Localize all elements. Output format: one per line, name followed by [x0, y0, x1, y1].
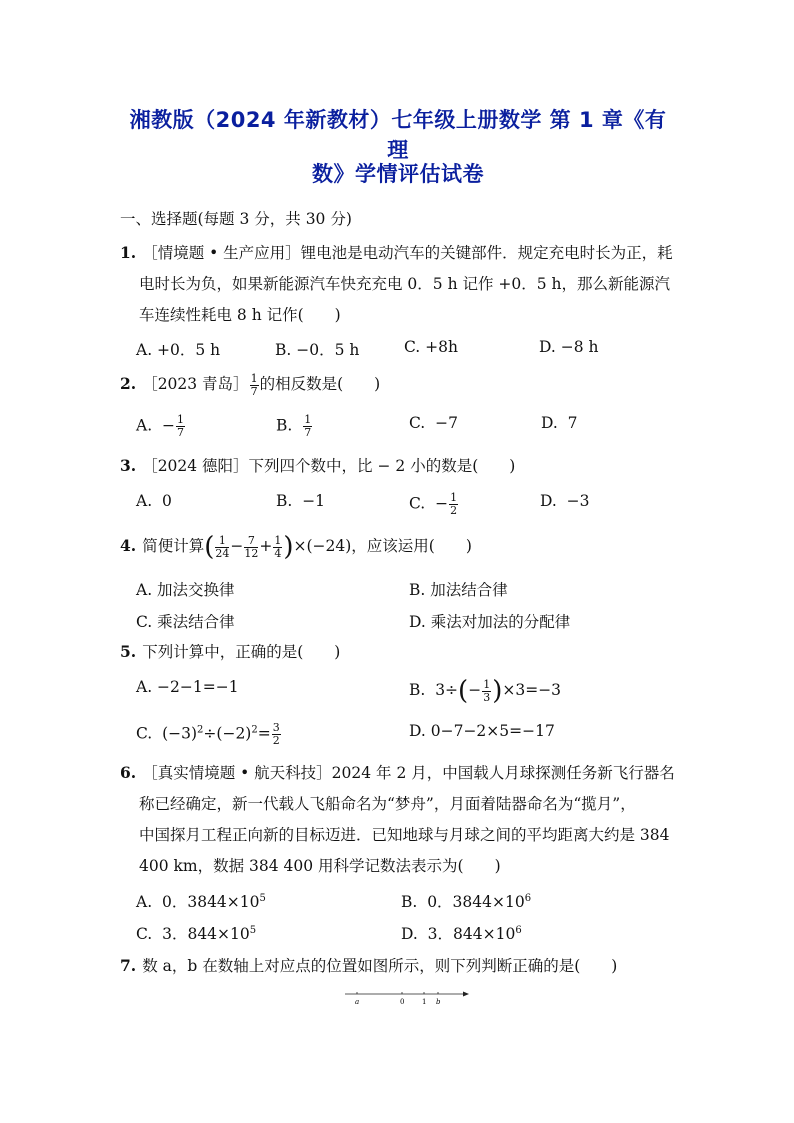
question-text-line: ［情境题 • 生产应用］锂电池是电动汽车的关键部件．规定充电时长为正，耗: [142, 244, 673, 262]
option-b[interactable]: B. 0．$3844\times 10^6$: [401, 892, 532, 911]
question-text: 数 a，b 在数轴上对应点的位置如图所示，则下列判断正确的是( ): [142, 957, 618, 975]
question-text: ［2024 德阳］下列四个数中，比 − 2 小的数是( ): [142, 457, 516, 475]
option-d[interactable]: D. 乘法对加法的分配律: [409, 613, 571, 631]
question-text-line: 中国探月工程正向新的目标迈进．已知地球与月球之间的平均距离大约是 384: [139, 826, 670, 844]
option-c[interactable]: C. +8h: [404, 338, 458, 356]
page-title-line2: 数》学情评估试卷: [312, 162, 484, 186]
option-c[interactable]: C. $(-3)^2\div(-2)^2=$ $\frac{3}{2}$: [136, 721, 280, 747]
question-number: 1.: [120, 243, 137, 262]
options-6b: [136, 922, 676, 950]
option-d[interactable]: D. 3．$844\times 10^6$: [401, 924, 522, 943]
options-4b: [136, 610, 676, 638]
option-a[interactable]: A. 0．$3844\times 10^5$: [136, 892, 266, 911]
option-d[interactable]: D. 7: [541, 414, 578, 432]
option-c[interactable]: C. 乘法结合律: [136, 613, 235, 631]
question-number: 6.: [120, 763, 137, 782]
question-1: [120, 237, 675, 331]
section-heading: 一、选择题(每题 3 分，共 30 分): [120, 210, 352, 228]
option-a[interactable]: A. 0: [136, 492, 172, 510]
question-prefix: ［2023 青岛］: [142, 375, 249, 393]
question-5: [120, 636, 675, 668]
options-3: [136, 492, 676, 520]
options-5b: [136, 722, 676, 750]
axis-label-b: b: [436, 998, 441, 1006]
number-line-arrow: [463, 992, 469, 997]
option-a[interactable]: A. − $\frac{1}{7}$: [136, 413, 184, 439]
page-title-line1: 湘教版（2024 年新教材）七年级上册数学 第 1 章《有理: [129, 108, 667, 162]
question-text-line: 电时长为负，如果新能源汽车快充充电 0．5 h 记作 +0．5 h，那么新能源汽: [139, 275, 671, 293]
question-text-line: ［真实情境题 • 航天科技］2024 年 2 月，中国载人月球探测任务新飞行器名: [142, 764, 675, 782]
question-suffix: ×(−24)，应该运用( ): [293, 537, 472, 555]
option-a[interactable]: A. −2−1=−1: [136, 678, 239, 696]
question-2: [120, 368, 675, 400]
question-6: [120, 757, 675, 882]
fraction: $\frac{1}{7}$: [250, 371, 258, 398]
option-b[interactable]: B. 3÷(− $\frac{1}{3}$ )×3=−3: [409, 676, 562, 706]
number-line-figure: [345, 988, 469, 1008]
question-number: 7.: [120, 956, 137, 975]
question-4: 4. 简便计算( $\frac{1}{24}$ − $\frac{7}{12}$ + $\frac{1}{4}$ )×(−24)，应该运用( ): [120, 532, 472, 562]
option-d[interactable]: D. −3: [540, 492, 590, 510]
option-d[interactable]: D. −8 h: [539, 338, 599, 356]
question-text-line: 车连续性耗电 8 h 记作( ): [139, 306, 341, 324]
question-number: 3.: [120, 456, 137, 475]
option-d[interactable]: D. 0−7−2×5=−17: [409, 722, 555, 740]
option-a[interactable]: A. 加法交换律: [136, 581, 235, 599]
options-1: [136, 338, 676, 366]
option-b[interactable]: B. $\frac{1}{7}$: [276, 413, 312, 439]
options-2: [136, 414, 676, 442]
question-text: 下列计算中，正确的是( ): [142, 643, 341, 661]
option-b[interactable]: B. 加法结合律: [409, 581, 508, 599]
option-b[interactable]: B. −0．5 h: [275, 341, 360, 359]
question-prefix: 简便计算: [142, 537, 205, 555]
option-a[interactable]: A. +0．5 h: [136, 341, 221, 359]
question-7: [120, 950, 675, 982]
question-number: 2.: [120, 374, 137, 393]
options-4a: [136, 578, 676, 606]
question-3: [120, 450, 675, 482]
option-c[interactable]: C. − $\frac{1}{2}$: [409, 491, 458, 517]
axis-label-one: 1: [422, 998, 427, 1006]
question-text-line: 400 km，数据 384 400 用科学记数法表示为( ): [139, 857, 501, 875]
question-number: 4.: [120, 536, 137, 555]
question-text-line: 称已经确定，新一代载人飞船命名为“梦舟”，月面着陆器命名为“揽月”，: [139, 795, 636, 813]
axis-label-a: a: [355, 998, 360, 1006]
question-number: 5.: [120, 642, 137, 661]
option-b[interactable]: B. −1: [276, 492, 326, 510]
options-6a: [136, 890, 676, 918]
option-c[interactable]: C. −7: [409, 414, 458, 432]
axis-label-zero: 0: [400, 998, 405, 1006]
question-suffix: 的相反数是( ): [259, 375, 381, 393]
option-c[interactable]: C. 3．$844\times 10^5$: [136, 924, 257, 943]
options-5a: [136, 678, 676, 706]
